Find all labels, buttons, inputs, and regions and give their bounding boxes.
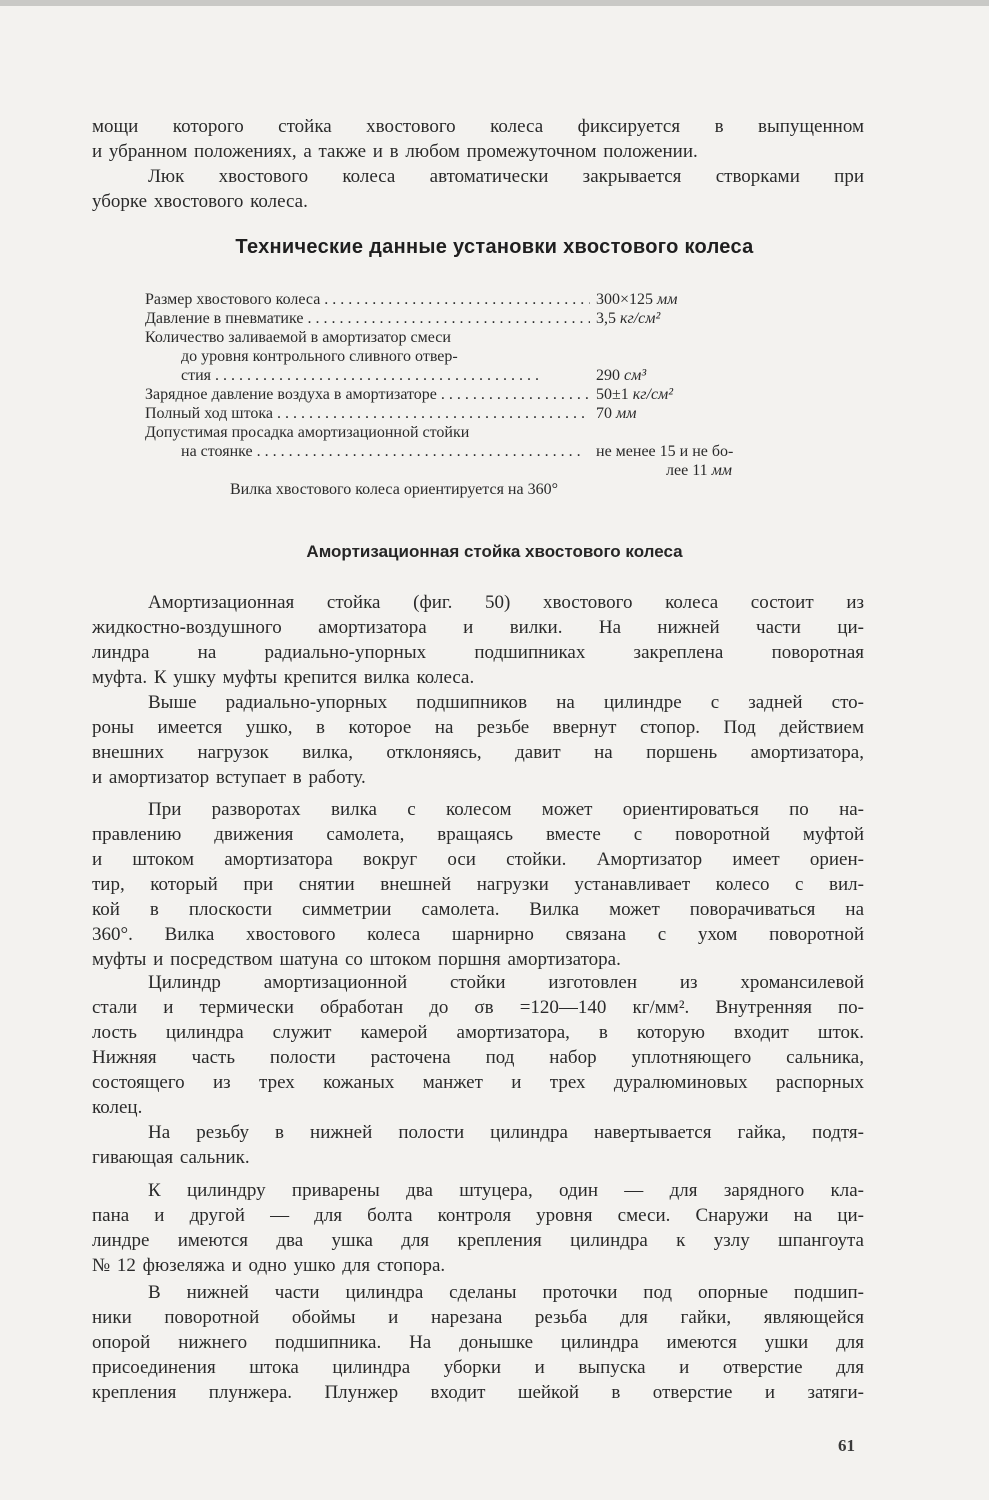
text-line: Люк хвостового колеса автоматически закрывается створками при [148,166,864,187]
spec-row [145,404,845,423]
spec-label: стия . . . [145,366,590,385]
spec-row [145,385,845,404]
spec-value: 70 [596,405,612,422]
text-line: уборке хвостового колеса. [92,191,308,212]
section-title-shock-strut: Амортизационная стойка хвостового колеса [306,542,683,561]
text-line: жидкостно-воздушного амортизатора и вилки. На нижней части ци- [92,617,864,638]
spec-row [145,290,845,309]
spec-value: 300×125 [596,291,654,308]
text-line: и убранном положениях, а также и в любом промежуточном положении. [92,141,698,162]
text-line: пана и другой — для болта контроля уровня смеси. Снаружи на ци- [92,1205,864,1226]
spec-row [145,461,845,480]
text-line: кой в плоскости симметрии самолета. Вилка может поворачиваться на [92,899,864,920]
paragraph-3 [92,797,864,972]
spec-label: на стоянке . . . [145,442,590,461]
text-line: опорой нижнего подшипника. На донышке цилиндра имеются ушки для [92,1332,864,1353]
spec-value: не менее 15 и не бо- [596,443,734,460]
spec-list [145,290,845,499]
spec-unit: см³ [624,367,647,384]
text-line: состоящего из трех кожаных манжет и трех дуралюминовых распорных [92,1072,864,1093]
spec-label [145,461,660,480]
spec-unit: мм [616,405,637,422]
spec-label: Полный ход штока . . . [145,404,590,423]
text-line: На резьбу в нижней полости цилиндра навертывается гайка, подтя- [148,1122,864,1143]
text-line: роны имеется ушко, в которое на резьбе ввернут стопор. Под действием [92,717,864,738]
spec-unit: кг/см² [632,386,674,403]
spec-value: 290 [596,367,620,384]
paragraph-6 [92,1178,864,1278]
spec-unit: мм [711,462,733,479]
spec-label: Зарядное давление воздуха в амортизаторе . . . [145,385,590,404]
text-line: и штоком амортизатора вокруг оси стойки. Амортизатор имеет ориен- [92,849,864,870]
spec-label: Допустимая просадка амортизационной стойки [145,424,470,441]
text-line: К цилиндру приварены два штуцера, один — для зарядного кла- [148,1180,864,1201]
text-line: крепления плунжера. Плунжер входит шейкой в отверстие и затяги- [92,1382,864,1403]
section-title-technical-data: Технические данные установки хвостового колеса [235,236,754,258]
spec-row [145,328,845,347]
spec-row [145,423,845,442]
paragraph-2 [92,690,864,790]
spec-label: Давление в пневматике . . . [145,309,590,328]
paragraph-1 [92,590,864,690]
text-line: стали и термически обработан до σв =120—140 кг/мм². Внутренняя по- [92,997,864,1018]
paragraph-4 [92,970,864,1120]
spec-row [145,347,845,366]
text-line: внешних нагрузок вилка, отклоняясь, давит на поршень амортизатора, [92,742,864,763]
text-line: правлению движения самолета, вращаясь вместе с поворотной муфтой [92,824,864,845]
paragraph-7 [92,1280,864,1405]
text-line: № 12 фюзеляжа и одно ушко для стопора. [92,1255,446,1276]
text-line: ники поворотной обоймы и нарезана резьба для гайки, являющейся [92,1307,864,1328]
text-line: Нижняя часть полости расточена под набор уплотняющего сальника, [92,1047,864,1068]
text-line: мощи которого стойка хвостового колеса фиксируется в выпущенном [92,116,864,137]
scan-edge [0,0,989,6]
spec-unit: кг/см² [620,310,661,327]
text-line: В нижней части цилиндра сделаны проточки под опорные подшип- [148,1282,864,1303]
page-number: 61 [838,1436,855,1455]
text-line: линдра на радиально-упорных подшипниках закреплена поворотная [92,642,864,663]
spec-row [145,309,845,328]
text-line: При разворотах вилка с колесом может ориентироваться по на- [148,799,864,820]
text-line: 360°. Вилка хвостового колеса шарнирно связана с ухом поворотной [92,924,864,945]
spec-row [145,442,845,461]
text-line: тир, который при снятии внешней нагрузки устанавливает колесо с вил- [92,874,864,895]
text-line: колец. [92,1097,143,1118]
spec-value: 3,5 [596,310,616,327]
text-line: муфта. К ушку муфты крепится вилка колеса. [92,667,475,688]
text-line: Амортизационная стойка (фиг. 50) хвостового колеса состоит из [148,592,864,613]
spec-label: до уровня контрольного сливного отвер- [181,348,458,365]
text-line: линдре имеются два ушка для крепления цилиндра к узлу шпангоута [92,1230,864,1251]
text-line: Цилиндр амортизационной стойки изготовлен из хромансилевой [148,972,864,993]
text-line: муфты и посредством шатуна со штоком поршня амортизатора. [92,949,621,970]
paragraph-5 [92,1120,864,1170]
text-line: присоединения штока цилиндра уборки и выпуска и отверстие для [92,1357,864,1378]
spec-unit: мм [657,291,678,308]
spec-value: лее 11 [666,462,708,479]
text-line: Выше радиально-упорных подшипников на цилиндре с задней сто- [148,692,864,713]
text-line: гивающая сальник. [92,1147,250,1168]
text-line: и амортизатор вступает в работу. [92,767,366,788]
text-line: лость цилиндра служит камерой амортизатора, в которую входит шток. [92,1022,864,1043]
spec-value: 50±1 [596,386,629,403]
spec-note: Вилка хвостового колеса ориентируется на 360° [230,481,558,498]
intro-text [92,114,864,214]
spec-row [145,366,845,385]
spec-label: Размер хвостового колеса . . . [145,290,590,309]
spec-label: Количество заливаемой в амортизатор смеси [145,329,451,346]
